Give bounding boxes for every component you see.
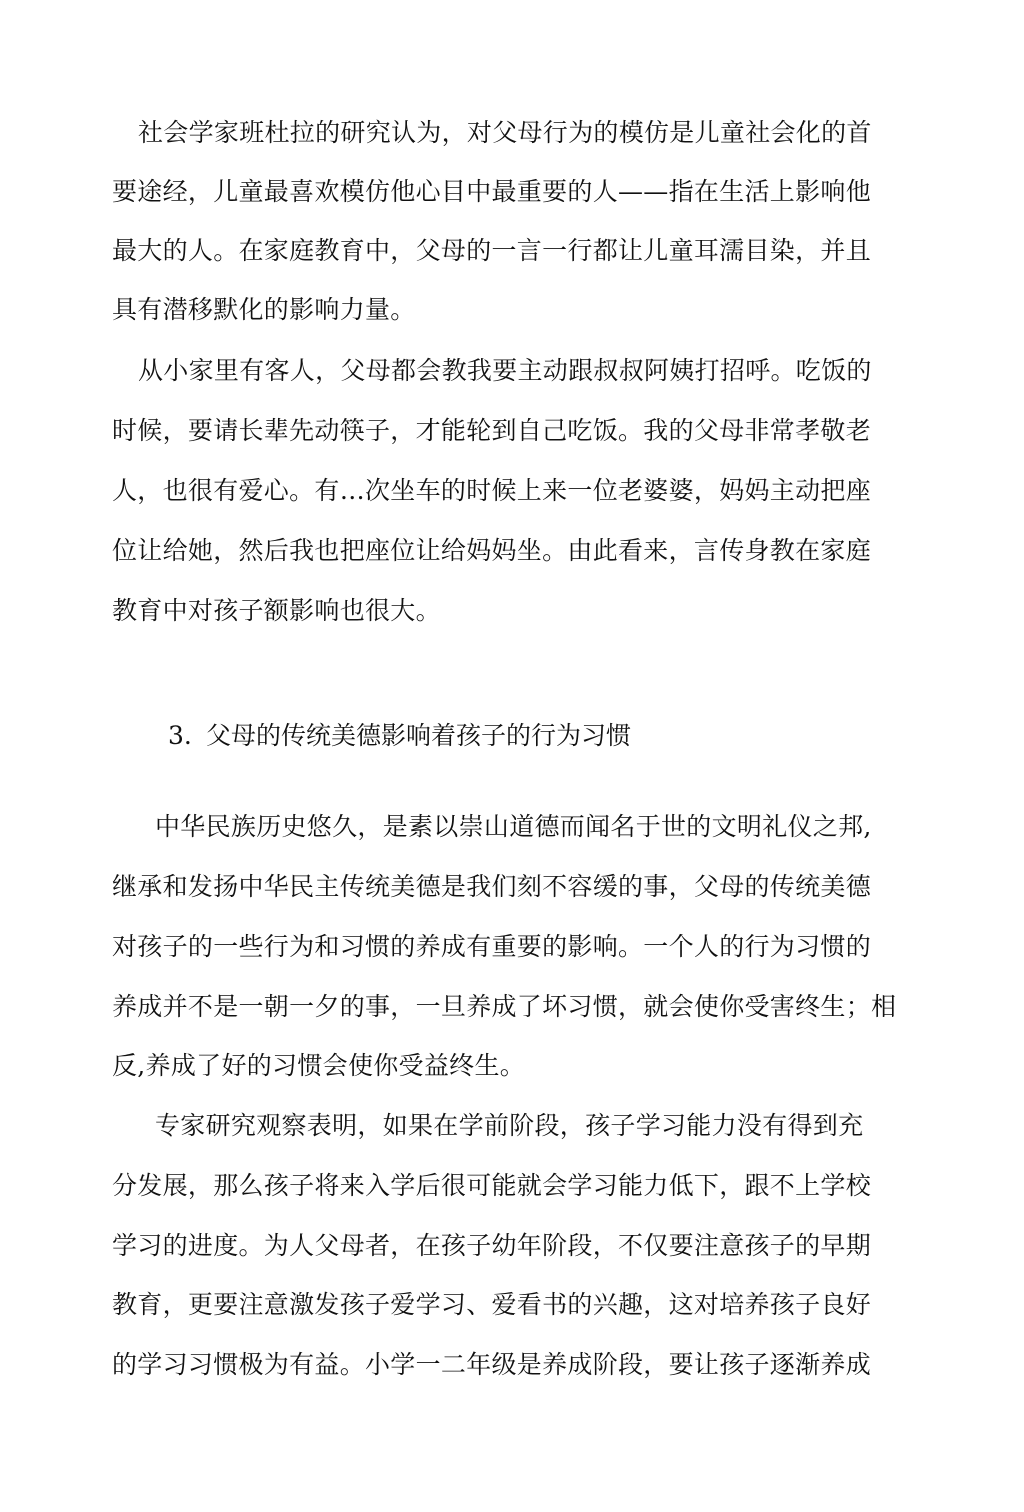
paragraph-1-line-1: 社会学家班杜拉的研究认为，对父母行为的模仿是儿童社会化的首	[138, 118, 872, 147]
paragraph-3-line-4: 养成并不是一朝一夕的事，一旦养成了坏习惯，就会使你受害终生；相	[112, 992, 897, 1021]
paragraph-4-line-4: 教育，更要注意激发孩子爱学习、爱看书的兴趣，这对培养孩子良好	[112, 1290, 872, 1319]
paragraph-2-line-5: 教育中对孩子额影响也很大。	[112, 596, 441, 625]
paragraph-4-line-5: 的学习习惯极为有益。小学一二年级是养成阶段，要让孩子逐渐养成	[112, 1350, 872, 1379]
paragraph-3-line-5: 反,养成了好的习惯会使你受益终生。	[112, 1051, 526, 1080]
paragraph-3-line-3: 对孩子的一些行为和习惯的养成有重要的影响。一个人的行为习惯的	[112, 932, 872, 961]
paragraph-4-line-2: 分发展，那么孩子将来入学后很可能就会学习能力低下，跟不上学校	[112, 1171, 872, 1200]
section-number: 3.	[168, 721, 192, 750]
paragraph-4-line-1: 专家研究观察表明，如果在学前阶段，孩子学习能力没有得到充	[155, 1111, 864, 1140]
paragraph-2-line-1: 从小家里有客人，父母都会教我要主动跟叔叔阿姨打招呼。吃饭的	[138, 356, 872, 385]
paragraph-2-line-4: 位让给她，然后我也把座位让给妈妈坐。由此看来，言传身教在家庭	[112, 536, 872, 565]
paragraph-4-line-3: 学习的进度。为人父母者，在孩子幼年阶段，不仅要注意孩子的早期	[112, 1231, 872, 1260]
paragraph-2-line-3: 人，也很有爱心。有…次坐车的时候上来一位老婆婆，妈妈主动把座	[112, 476, 872, 505]
section-heading	[168, 721, 631, 751]
paragraph-3-line-2: 继承和发扬中华民主传统美德是我们刻不容缓的事，父母的传统美德	[112, 872, 872, 901]
section-title: 父母的传统美德影响着孩子的行为习惯	[206, 721, 632, 750]
paragraph-1-line-3: 最大的人。在家庭教育中，父母的一言一行都让儿童耳濡目染，并且	[112, 236, 872, 265]
paragraph-2-line-2: 时候，要请长辈先动筷子，才能轮到自己吃饭。我的父母非常孝敬老	[112, 416, 872, 445]
paragraph-1-line-2: 要途经，儿童最喜欢模仿他心目中最重要的人——指在生活上影响他	[112, 177, 872, 206]
paragraph-3-line-1: 中华民族历史悠久，是素以崇山道德而闻名于世的文明礼仪之邦,	[155, 812, 872, 841]
paragraph-1-line-4: 具有潜移默化的影响力量。	[112, 295, 416, 324]
